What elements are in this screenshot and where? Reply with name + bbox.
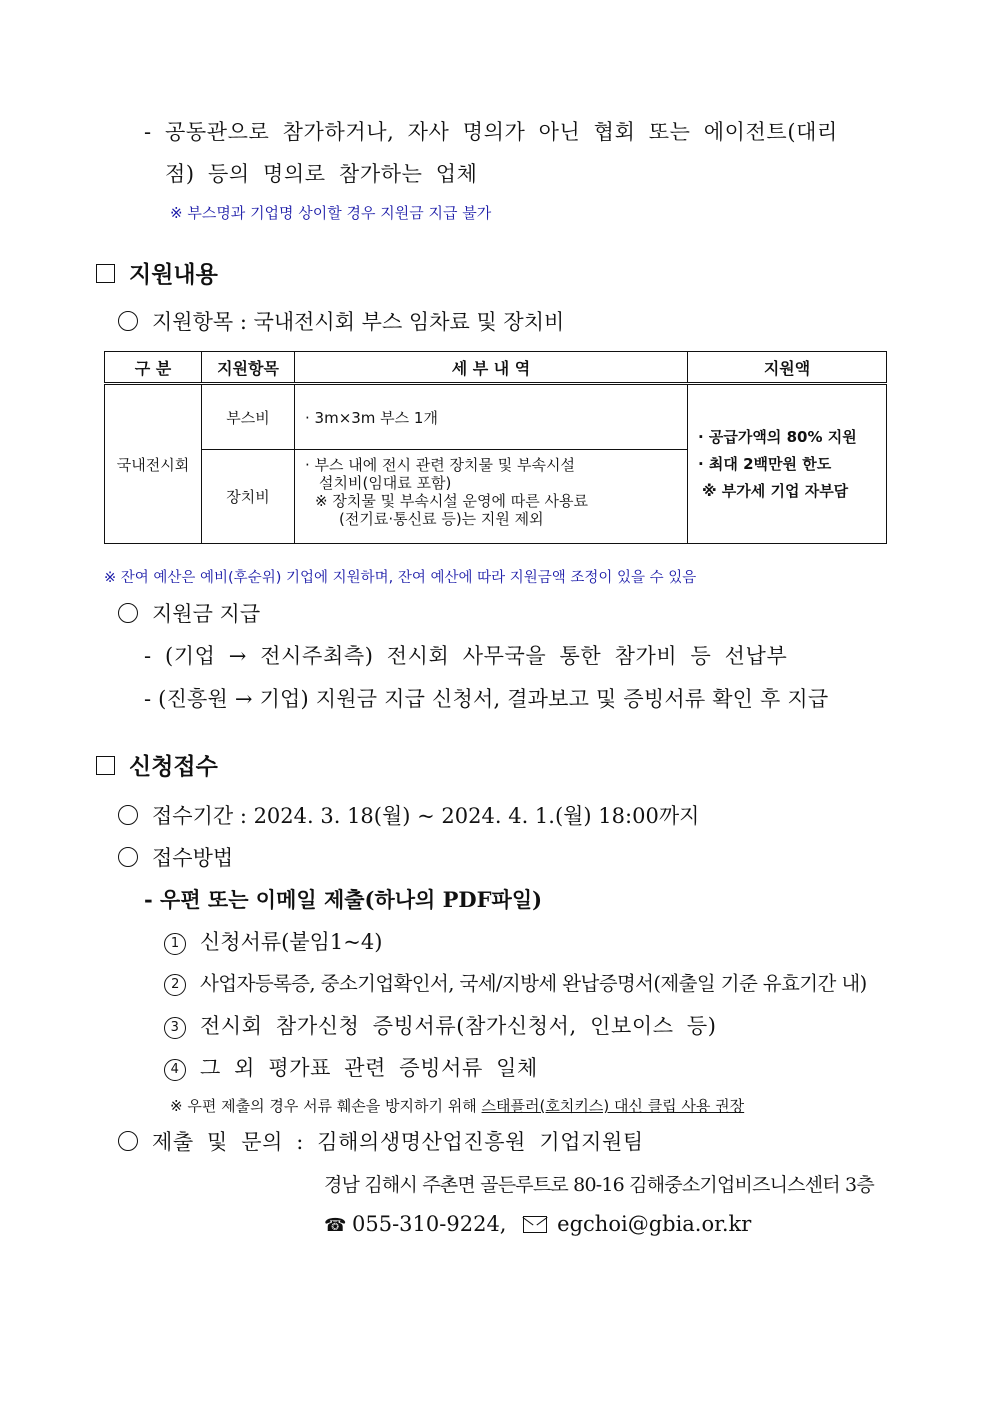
payment-detail-line: - (진흥원 → 기업) 지원금 지급 신청서, 결과보고 및 증빙서류 확인 후 지급	[144, 687, 829, 711]
checkbox-square-icon	[96, 756, 115, 775]
detail-line: · 부스 내에 전시 관련 장치물 및 부속시설	[305, 456, 575, 474]
document-text: 그 외 평가표 관련 증빙서류 일체	[200, 1056, 538, 1080]
address: 경남 김해시 주촌면 골든루트로 80-16 김해중소기업비즈니스센터 3층	[324, 1174, 874, 1196]
document-item	[164, 1052, 538, 1082]
period-text: 접수기간 : 2024. 3. 18(월) ~ 2024. 4. 1.(월) 18:00까지	[152, 804, 700, 828]
mail-note-underlined: 스태플러(호치키스) 대신 클립 사용 권장	[481, 1097, 745, 1115]
circle-bullet-icon	[118, 311, 138, 331]
detail-line: (전기료·통신료 등)는 지원 제외	[339, 510, 544, 528]
detail-line: ※ 장치물 및 부속시설 운영에 따른 사용료	[315, 492, 589, 510]
table-cell-category: 국내전시회	[105, 384, 202, 544]
mail-note	[170, 1095, 744, 1116]
mail-icon	[523, 1216, 547, 1233]
eligibility-line-1: - 공동관으로 참가하거나, 자사 명의가 아닌 협회 또는 에이전트(대리	[144, 120, 838, 144]
contact-label: 제출 및 문의 : 김해의생명산업진흥원 기업지원팀	[152, 1130, 644, 1154]
number-4-icon: 4	[164, 1059, 186, 1081]
document-item	[164, 1010, 717, 1040]
table-header: 구 분	[105, 352, 202, 384]
document-text: 전시회 참가신청 증빙서류(참가신청서, 인보이스 등)	[200, 1014, 717, 1038]
document-text: 신청서류(붙임1~4)	[200, 930, 383, 954]
document-item	[164, 926, 382, 956]
support-item-line	[118, 306, 564, 336]
number-1-icon: 1	[164, 933, 186, 955]
amount-line: · 최대 2백만원 한도	[698, 454, 832, 473]
contact-details	[324, 1212, 751, 1236]
method-label: 접수방법	[152, 846, 234, 870]
table-row	[105, 384, 887, 450]
method-detail: - 우편 또는 이메일 제출(하나의 PDF파일)	[144, 887, 543, 912]
table-cell-detail	[295, 450, 688, 544]
phone-number[interactable]: 055-310-9224,	[352, 1212, 507, 1236]
circle-bullet-icon	[118, 805, 138, 825]
method-line	[118, 842, 233, 872]
payment-line	[118, 598, 260, 628]
table-cell-item: 부스비	[202, 384, 295, 450]
mail-note-text: ※ 우편 제출의 경우 서류 훼손을 방지하기 위해	[170, 1097, 482, 1115]
checkbox-square-icon	[96, 264, 115, 283]
support-item-label: 지원항목 : 국내전시회 부스 임차료 및 장치비	[152, 310, 565, 334]
document-text: 사업자등록증, 중소기업확인서, 국세/지방세 완납증명서(제출일 기준 유효기간 내)	[200, 972, 867, 995]
support-table	[104, 351, 887, 544]
email-address[interactable]: egchoi@gbia.or.kr	[557, 1212, 752, 1236]
payment-detail-line: - (기업 → 전시주최측) 전시회 사무국을 통한 참가비 등 선납부	[144, 644, 788, 668]
document-item	[164, 968, 867, 996]
phone-icon: ☎	[324, 1215, 347, 1236]
table-cell-item: 장치비	[202, 450, 295, 544]
number-2-icon: 2	[164, 974, 186, 996]
application-heading-text: 신청접수	[129, 754, 218, 780]
eligibility-line-2: 점) 등의 명의로 참가하는 업체	[165, 162, 478, 186]
table-note: ※ 잔여 예산은 예비(후순위) 기업에 지원하며, 잔여 예산에 따라 지원금액 조정이 있을 수 있음	[104, 570, 697, 586]
section-heading-application	[96, 748, 218, 781]
eligibility-note: ※ 부스명과 기업명 상이할 경우 지원금 지급 불가	[170, 204, 492, 222]
table-cell-detail	[295, 384, 688, 450]
detail-line: 설치비(임대료 포함)	[319, 474, 452, 492]
table-cell-amount	[688, 384, 887, 544]
table-header: 지원액	[688, 352, 887, 384]
table-header: 세 부 내 역	[295, 352, 688, 384]
circle-bullet-icon	[118, 603, 138, 623]
table-header-row	[105, 352, 887, 384]
payment-label: 지원금 지급	[152, 602, 261, 626]
contact-line	[118, 1126, 644, 1156]
support-heading-text: 지원내용	[129, 262, 218, 288]
section-heading-support	[96, 256, 218, 289]
detail-line: · 3m×3m 부스 1개	[305, 409, 438, 427]
circle-bullet-icon	[118, 847, 138, 867]
circle-bullet-icon	[118, 1131, 138, 1151]
table-header: 지원항목	[202, 352, 295, 384]
number-3-icon: 3	[164, 1017, 186, 1039]
amount-line: ※ 부가세 기업 자부담	[702, 481, 849, 500]
period-line	[118, 800, 699, 830]
amount-line: · 공급가액의 80% 지원	[698, 427, 857, 446]
